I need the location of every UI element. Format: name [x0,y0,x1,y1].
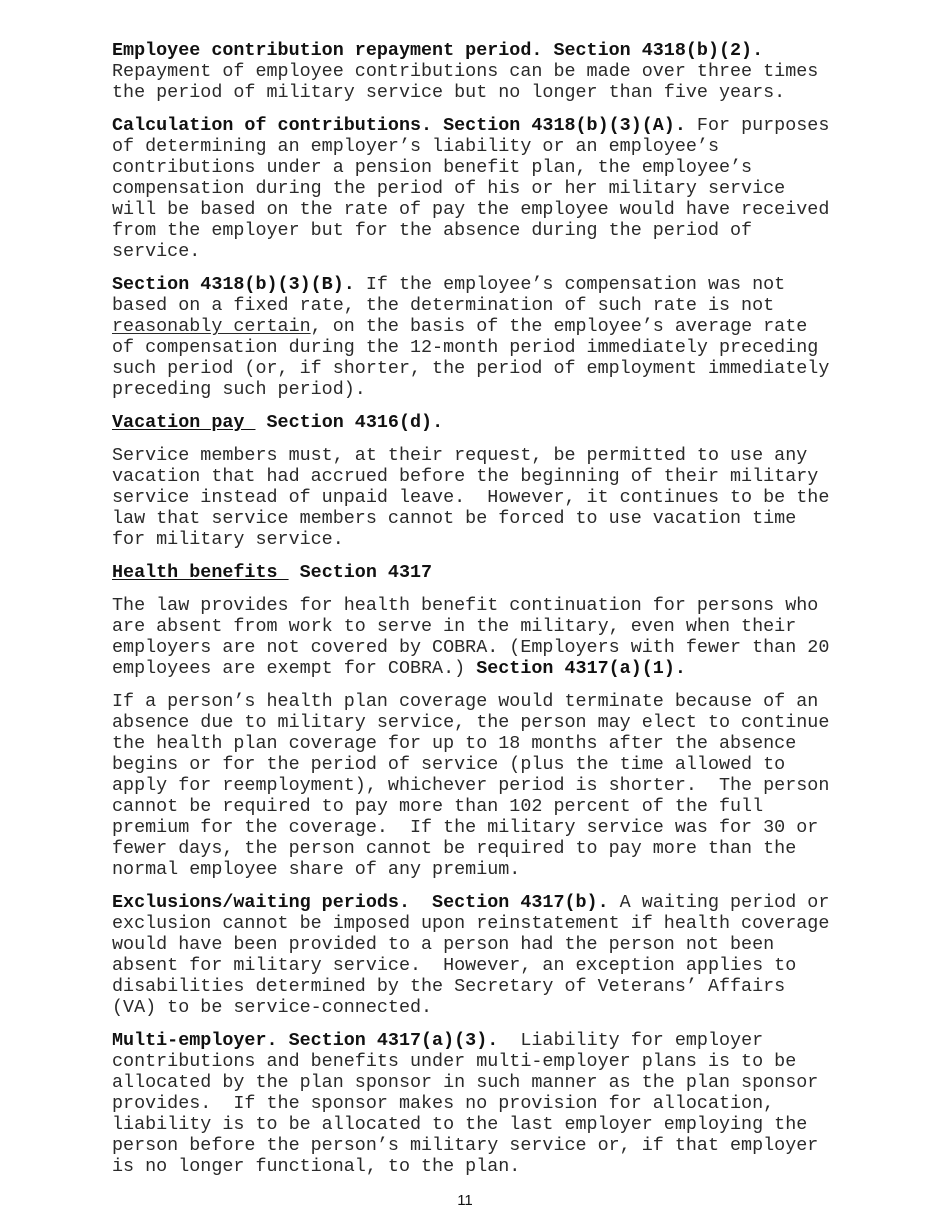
text-line [112,61,932,82]
text-line [112,796,932,817]
text-line [112,859,932,880]
paragraph-exclusions [112,892,932,1018]
body-text: is no longer functional, to the plan. [112,1156,521,1177]
text-line [112,220,932,241]
text-line [112,955,932,976]
bold-text: Calculation of contributions. Section 4318(b)(3)(A). [112,115,686,136]
body-text: exclusion cannot be imposed upon reinstatement if health coverage [112,913,830,934]
body-text: absence due to military service, the person may elect to continue [112,712,830,733]
page-number: 11 [457,1192,473,1209]
body-text: cannot be required to pay more than 102 percent of the full [112,796,764,817]
body-text: from the employer but for the absence during the period of [112,220,753,241]
text-line [112,529,932,550]
text-line [112,637,932,658]
text-line [112,466,932,487]
bold-text: Employee contribution repayment period. Section 4318(b)(2). [112,40,764,61]
bold-text: Exclusions/waiting periods. Section 4317(b). [112,892,609,913]
body-text: apply for reemployment), whichever period is shorter. The person [112,775,830,796]
text-line [112,934,932,955]
paragraph-repayment-period [112,40,932,103]
heading-vacation-pay [112,412,932,433]
text-line [112,1114,932,1135]
body-text: person before the person’s military service or, if that employer [112,1135,819,1156]
paragraph-health-continuation [112,595,932,679]
document-page [112,40,932,1189]
text-line [112,1072,932,1093]
text-line [112,733,932,754]
body-text: would have been provided to a person had the person not been [112,934,775,955]
text-line [112,1156,932,1177]
body-text: of determining an employer’s liability or an employee’s [112,136,719,157]
text-line [112,316,932,337]
body-text: begins or for the period of service (plus the time allowed to [112,754,786,775]
body-text: If a person’s health plan coverage would terminate because of an [112,691,819,712]
paragraph-vacation-pay [112,445,932,550]
underlined-text: Vacation pay [112,412,256,433]
paragraph-multi-employer [112,1030,932,1177]
text-line [112,295,932,316]
text-line [112,274,932,295]
bold-text: Section 4318(b)(3)(B). [112,274,355,295]
body-text: A waiting period or [608,892,830,913]
body-text: Service members must, at their request, be permitted to use any [112,445,808,466]
text-line [112,487,932,508]
text-line [112,595,932,616]
bold-text: Multi-employer. Section 4317(a)(3). [112,1030,499,1051]
body-text: contributions and benefits under multi-employer plans is to be [112,1051,797,1072]
text-line [112,775,932,796]
body-text: the health plan coverage for up to 18 months after the absence [112,733,797,754]
body-text: such period (or, if shorter, the period of employment immediately [112,358,830,379]
body-text: The law provides for health benefit continuation for persons who [112,595,819,616]
body-text: allocated by the plan sponsor in such manner as the plan sponsor [112,1072,819,1093]
text-line [112,445,932,466]
body-text: of compensation during the 12-month period immediately preceding [112,337,819,358]
body-text: disabilities determined by the Secretary of Veterans’ Affairs [112,976,786,997]
text-line [112,40,932,61]
text-line [112,115,932,136]
body-text: provides. If the sponsor makes no provision for allocation, [112,1093,775,1114]
text-line [112,82,932,103]
body-text: employees are exempt for COBRA.) [112,658,477,679]
text-line [112,508,932,529]
text-line [112,199,932,220]
text-line [112,241,932,262]
text-line [112,712,932,733]
paragraph-calculation-of-contributions [112,115,932,262]
text-line [112,412,932,433]
body-text: (VA) to be service-connected. [112,997,433,1018]
text-line [112,616,932,637]
text-line [112,1135,932,1156]
text-line [112,892,932,913]
body-text: If the employee’s compensation was not [354,274,786,295]
text-line [112,691,932,712]
body-text: service instead of unpaid leave. However, it continues to be the [112,487,830,508]
text-line [112,1030,932,1051]
text-line [112,157,932,178]
bold-text: Section 4317 [288,562,433,583]
text-line [112,178,932,199]
bold-text: Section 4316(d). [255,412,444,433]
body-text: liability is to be allocated to the last employer employing the [112,1114,808,1135]
body-text: law that service members cannot be forced to use vacation time [112,508,797,529]
heading-health-benefits [112,562,932,583]
body-text: , on the basis of the employee’s average rate [310,316,808,337]
body-text: the period of military service but no longer than five years. [112,82,786,103]
text-line [112,1051,932,1072]
underlined-text: Health benefits [112,562,289,583]
body-text: service. [112,241,201,262]
body-text: employers are not covered by COBRA. (Employers with fewer than 20 [112,637,830,658]
text-line [112,976,932,997]
underlined-text: reasonably certain [112,316,311,337]
body-text: absent for military service. However, an exception applies to [112,955,797,976]
text-line [112,838,932,859]
body-text: Liability for employer [498,1030,764,1051]
body-text: For purposes [685,115,830,136]
body-text: compensation during the period of his or her military service [112,178,786,199]
text-line [112,658,932,679]
body-text: preceding such period). [112,379,366,400]
text-line [112,379,932,400]
body-text: based on a fixed rate, the determination of such rate is not [112,295,775,316]
text-line [112,754,932,775]
text-line [112,136,932,157]
text-line [112,817,932,838]
body-text: for military service. [112,529,344,550]
body-text: contributions under a pension benefit plan, the employee’s [112,157,753,178]
text-line [112,997,932,1018]
text-line [112,913,932,934]
body-text: normal employee share of any premium. [112,859,521,880]
text-line [112,358,932,379]
body-text: will be based on the rate of pay the employee would have received [112,199,830,220]
body-text: vacation that had accrued before the beginning of their military [112,466,819,487]
bold-text: Section 4317(a)(1). [476,658,686,679]
body-text: are absent from work to serve in the military, even when their [112,616,797,637]
body-text: fewer days, the person cannot be required to pay more than the [112,838,797,859]
body-text: Repayment of employee contributions can be made over three times [112,61,819,82]
paragraph-coverage-termination [112,691,932,880]
body-text: premium for the coverage. If the military service was for 30 or [112,817,819,838]
text-line [112,337,932,358]
paragraph-section-4318b3b [112,274,932,400]
text-line [112,1093,932,1114]
text-line [112,562,932,583]
